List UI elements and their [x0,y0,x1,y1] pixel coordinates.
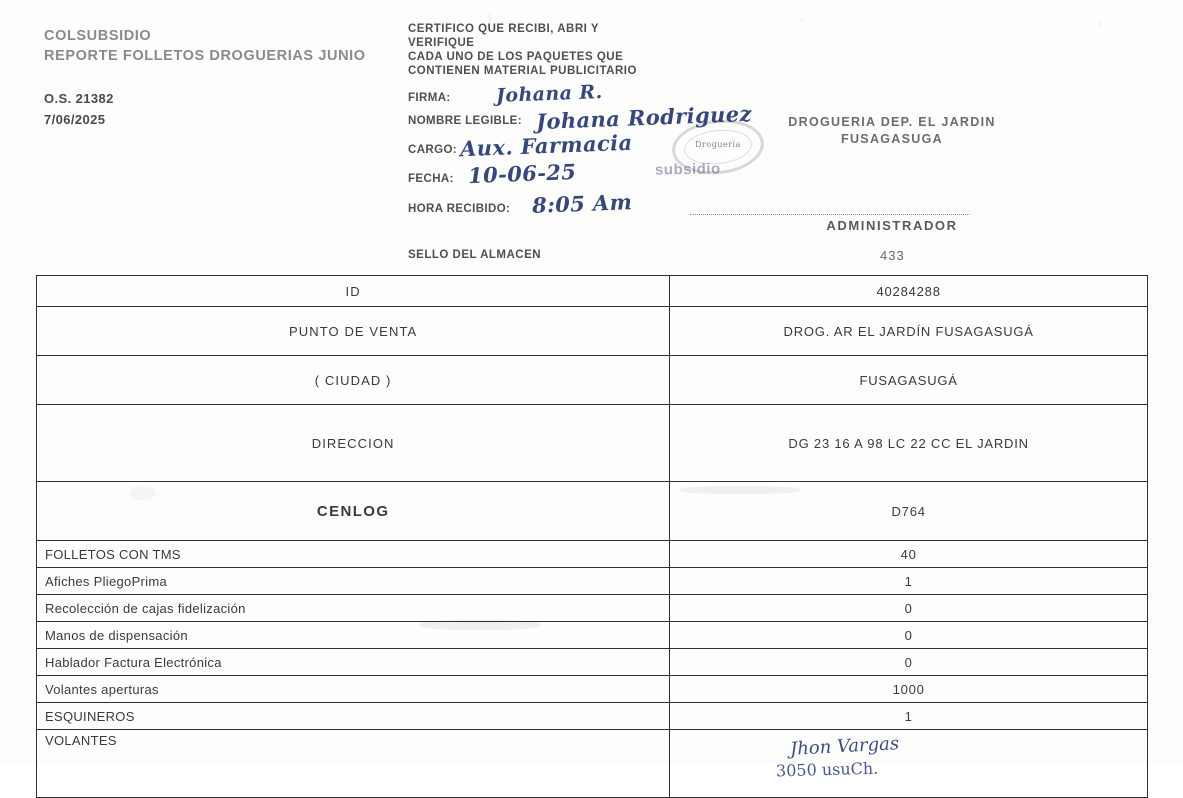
row-label-cenlog: CENLOG [37,482,670,541]
field-fecha-value: 10-06-25 [467,158,577,189]
report-subtitle: REPORTE FOLLETOS DROGUERIAS JUNIO [44,48,366,64]
document-date: 7/06/2025 [44,112,106,127]
row-label-afiches-pliego-prima: Afiches PliegoPrima [37,568,670,595]
document-header-left [44,26,404,130]
row-value-id: 40284288 [670,276,1148,307]
table-row [37,703,1148,730]
row-value-punto-de-venta: DROG. AR EL JARDÍN FUSAGASUGÁ [670,307,1148,356]
field-firma-value: Johana R. [495,80,603,108]
certificate-line-1: CERTIFICO QUE RECIBI, ABRI Y [408,23,599,35]
table-row [37,307,1148,356]
stamp-number: 433 [880,248,905,263]
certificate-line-4: CONTIENEN MATERIAL PUBLICITARIO [408,65,637,77]
table-row [37,276,1148,307]
signature-rule [690,214,970,215]
delivery-details-table [36,275,1148,798]
sello-almacen-label: SELLO DEL ALMACEN [408,249,542,261]
company-name: COLSUBSIDIO [44,28,152,44]
field-hora-recibido [408,189,748,219]
row-value-folletos-con-tms: 40 [670,541,1148,568]
row-label-punto-de-venta: PUNTO DE VENTA [37,307,670,356]
scan-speckle [487,14,492,21]
row-label-volantes-aperturas: Volantes aperturas [37,676,670,703]
row-label-id: ID [37,276,670,307]
order-number: O.S. 21382 [44,91,114,106]
administrador-label: ADMINISTRADOR [826,218,958,233]
row-label-ciudad: ( CIUDAD ) [37,356,670,405]
row-label-volantes: VOLANTES [37,730,670,798]
row-value-recoleccion-cajas: 0 [670,595,1148,622]
field-hora-recibido-value: 8:05 Am [531,189,633,218]
field-fecha-label: FECHA: [408,173,454,185]
field-nombre-legible-label: NOMBRE LEGIBLE: [408,115,522,127]
row-value-volantes-aperturas: 1000 [670,676,1148,703]
field-firma-label: FIRMA: [408,92,451,104]
row-label-hablador-factura: Hablador Factura Electrónica [37,649,670,676]
table-row [37,595,1148,622]
row-label-recoleccion-cajas: Recolección de cajas fidelización [37,595,670,622]
row-value-afiches-pliego-prima: 1 [670,568,1148,595]
table-row [37,568,1148,595]
subsidio-overlay-text: subsidio [654,160,721,179]
store-stamp [742,114,1042,148]
certificate-line-2: VERIFIQUE [408,37,475,49]
row-value-esquineros: 1 [670,703,1148,730]
row-label-folletos-con-tms: FOLLETOS CON TMS [37,541,670,568]
store-stamp-line-1: DROGUERIA DEP. EL JARDIN [788,115,996,129]
ink-stamp-text: Droguería [695,140,741,149]
row-value-manos-dispensacion: 0 [670,622,1148,649]
table-row [37,676,1148,703]
bottom-signature-1: Jhon Vargas [789,733,900,760]
field-nombre-legible-value: Johana Rodriguez [535,100,753,135]
field-cargo-label: CARGO: [408,144,458,156]
row-label-direccion: DIRECCION [37,405,670,482]
row-value-direccion: DG 23 16 A 98 LC 22 CC EL JARDIN [670,405,1148,482]
field-hora-recibido-label: HORA RECIBIDO: [408,203,511,215]
row-label-esquineros: ESQUINEROS [37,703,670,730]
table-row [37,356,1148,405]
table-row [37,649,1148,676]
row-value-cenlog: D764 [670,482,1148,541]
certificate-block [408,22,753,219]
bottom-signature-2: 3050 usuCh. [776,758,879,781]
table-row [37,541,1148,568]
table-row [37,482,1148,541]
table-row [37,405,1148,482]
scan-speckle [800,18,804,22]
row-label-manos-dispensacion: Manos de dispensación [37,622,670,649]
field-cargo-value: Aux. Farmacia [459,129,633,162]
table-row [37,622,1148,649]
certificate-line-3: CADA UNO DE LOS PAQUETES QUE [408,51,624,63]
store-stamp-line-2: FUSAGASUGA [841,132,943,146]
scan-speckle [1098,22,1102,26]
row-value-hablador-factura: 0 [670,649,1148,676]
row-value-ciudad: FUSAGASUGÁ [670,356,1148,405]
